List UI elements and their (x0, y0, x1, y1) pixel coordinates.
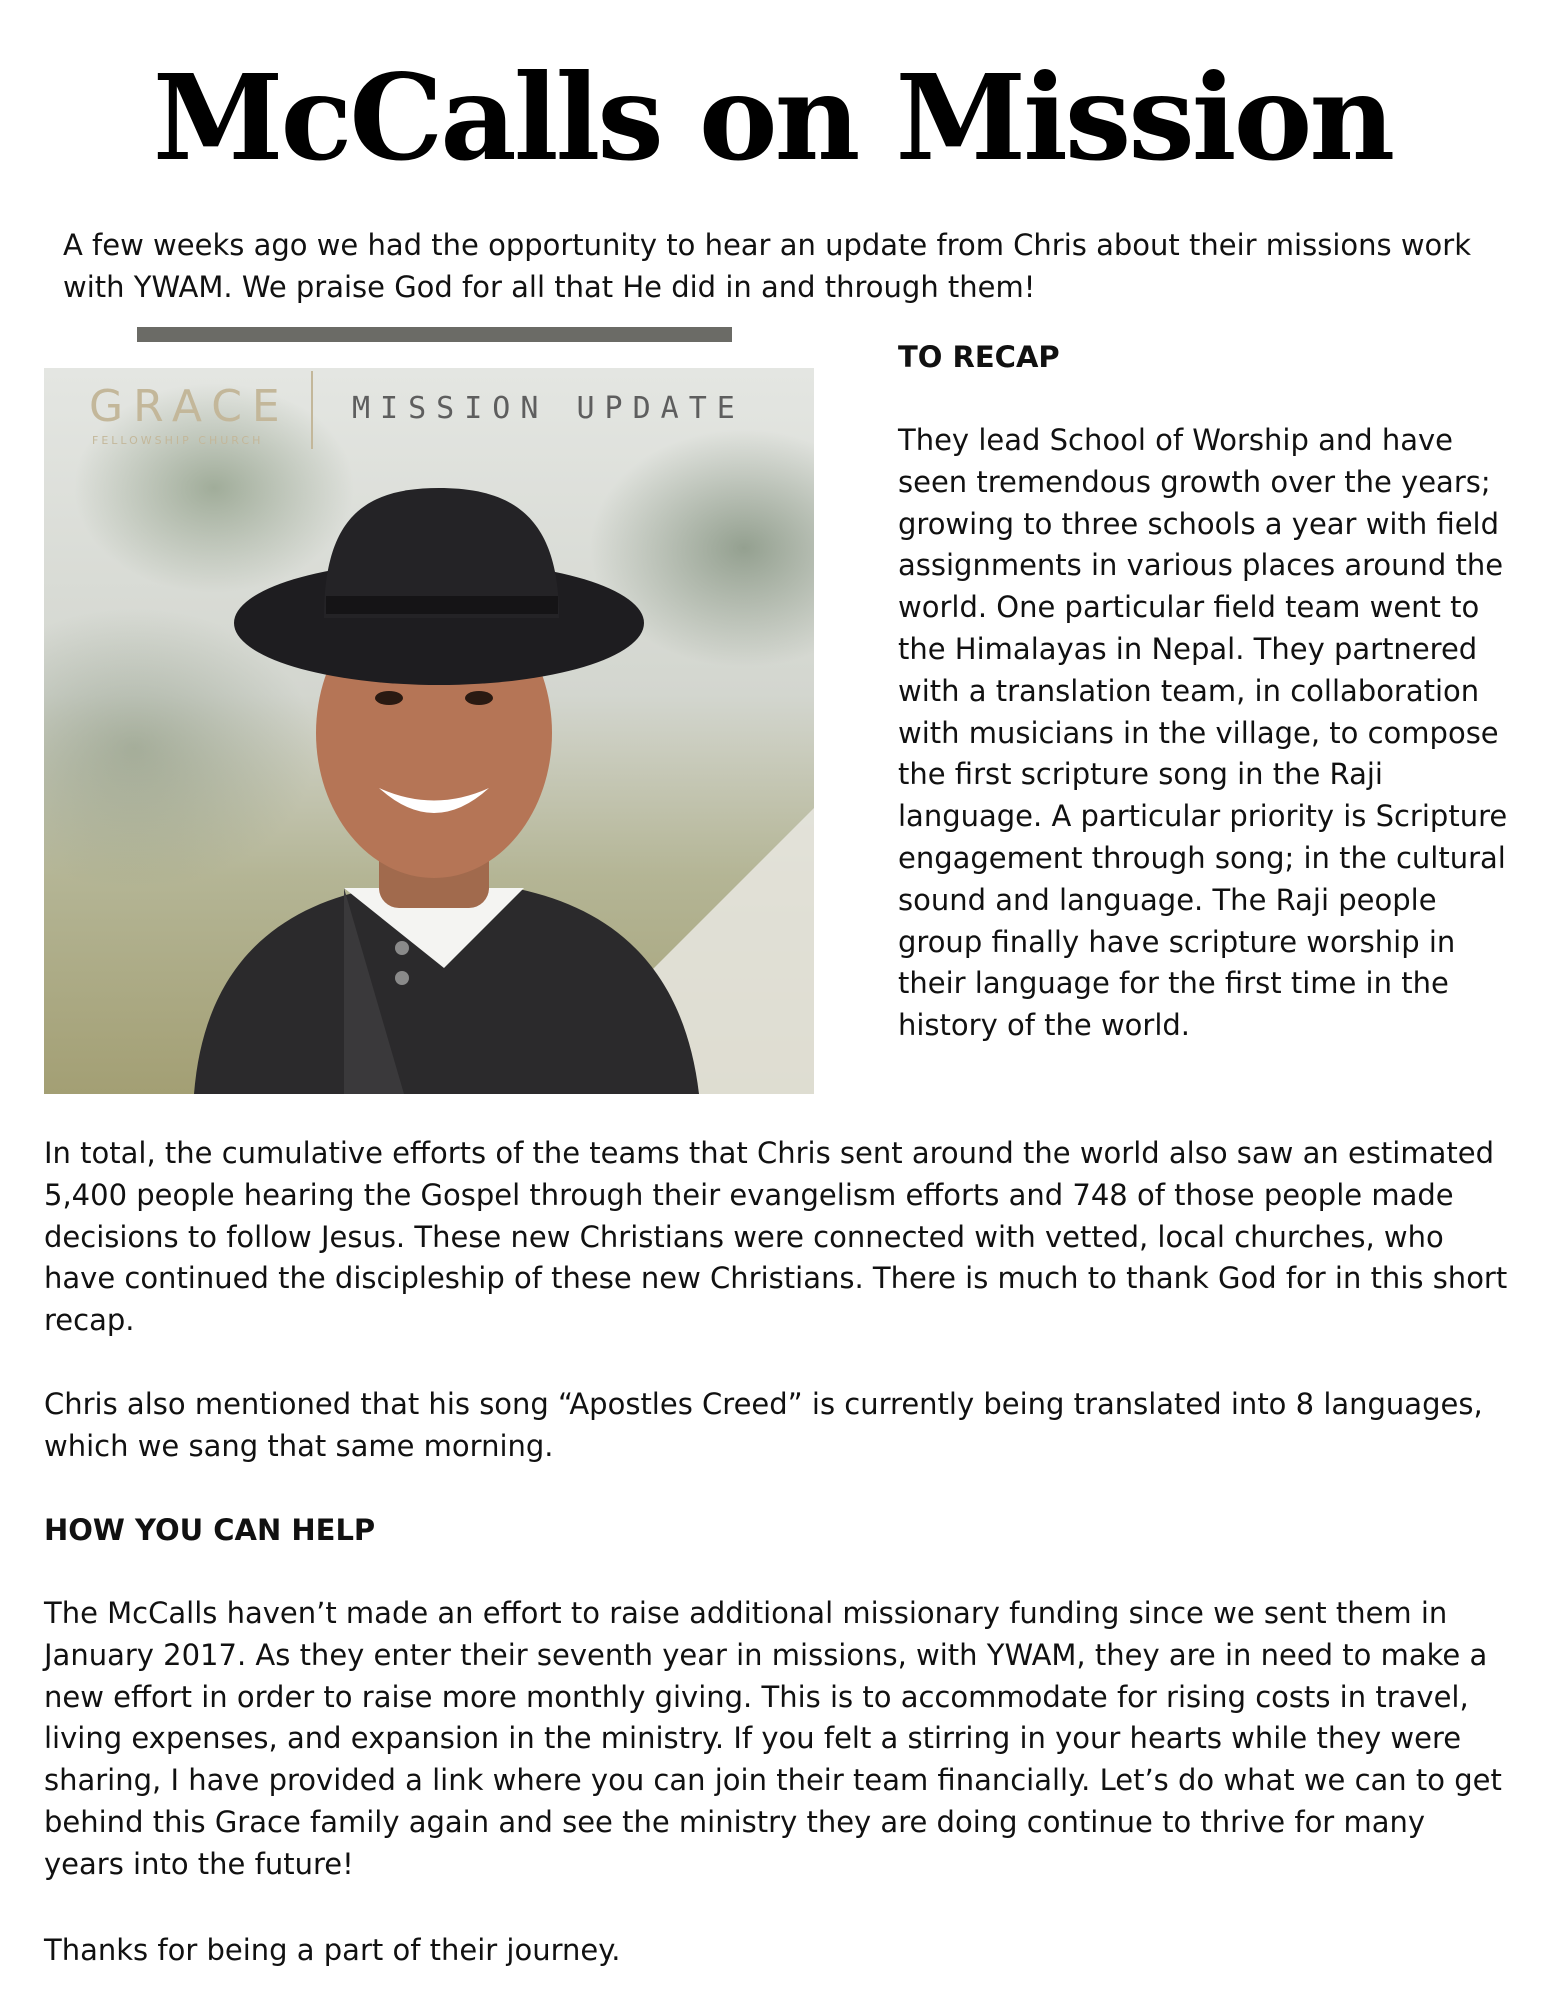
intro-paragraph: A few weeks ago we had the opportunity to hear an update from Chris about their missions work with YWAM. We praise God for all that He did in and through them! (63, 228, 1472, 304)
grace-logo-text: GRACE (89, 381, 290, 432)
help-paragraph: The McCalls haven’t made an effort to raise additional missionary funding since we sent them in January 2017. As they enter their seventh year in missions, with YWAM, they are in need to make a new effort in order to raise more monthly giving. This is to accommodate for rising costs in travel, living expenses, and expansion in the ministry. If you felt a stirring in your hearts while they were sharing, I have provided a link where you can join their team financially. Let’s do what we can to get behind this Grace family again and see the ministry they are doing continue to thrive for many years into the future! (44, 1596, 1502, 1881)
logo-divider (311, 371, 313, 449)
thanks-paragraph: Thanks for being a part of their journey. (44, 1933, 621, 1967)
creed-paragraph: Chris also mentioned that his song “Apostles Creed” is currently being translated into 8 languages, which we sang that same morning. (44, 1387, 1483, 1463)
grace-logo-subtext: FELLOWSHIP CHURCH (92, 434, 264, 447)
mission-update-photo (44, 368, 814, 1094)
person-photo (44, 368, 814, 1094)
results-paragraph: In total, the cumulative efforts of the teams that Chris sent around the world also saw an estimated 5,400 people hearing the Gospel through their evangelism efforts and 748 of those people made decisions to follow Jesus. These new Christians were connected with vetted, local churches, who have continued the discipleship of these new Christians. There is much to thank God for in this short recap. (44, 1136, 1508, 1338)
help-heading: HOW YOU CAN HELP (44, 1513, 376, 1547)
mission-update-tag: MISSION UPDATE (352, 391, 745, 426)
page-title: McCalls on Mission (152, 48, 1393, 187)
recap-body: They lead School of Worship and have seen tremendous growth over the years; growing to three schools a year with field assignments in various places around the world. One particular field team went to the Himalayas in Nepal. They partnered with a translation team, in collaboration with musicians in the village, to compose the first scripture song in the Raji language. A particular priority is Scripture engagement through song; in the cultural sound and language. The Raji people group finally have scripture worship in their language for the first time in the history of the world. (898, 423, 1508, 1043)
recap-heading: TO RECAP (898, 340, 1060, 374)
accent-bar (137, 327, 732, 342)
